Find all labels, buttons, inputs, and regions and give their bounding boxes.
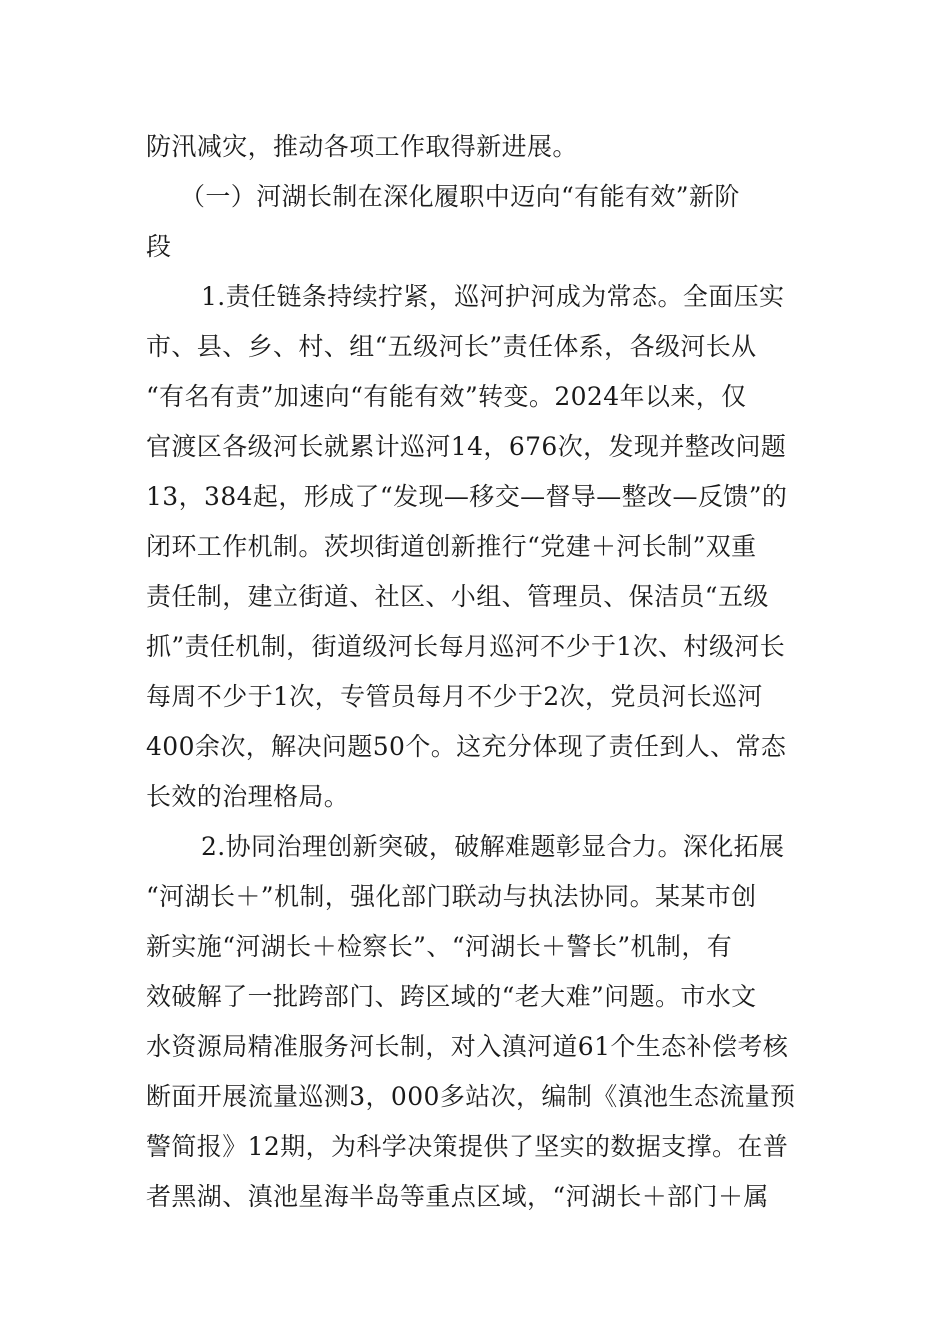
text-line: “有名有责”加速向“有能有效”转变。2024年以来，仅 — [146, 382, 747, 411]
text-line: 新实施“河湖长＋检察长”、“河湖长＋警长”机制，有 — [146, 932, 733, 961]
text-line: 防汛减灾，推动各项工作取得新进展。 — [146, 132, 578, 161]
section-heading-continued: 段 — [146, 232, 172, 261]
text-line: 官渡区各级河长就累计巡河14，676次，发现并整改问题 — [146, 432, 787, 461]
paragraph-2-start: 2.协同治理创新突破，破解难题彰显合力。深化拓展 — [201, 832, 785, 861]
text-line: 13，384起，形成了“发现—移交—督导—整改—反馈”的 — [146, 482, 788, 511]
text-line: 责任制，建立街道、社区、小组、管理员、保洁员“五级 — [146, 582, 769, 611]
text-line: 抓”责任机制，街道级河长每月巡河不少于1次、村级河长 — [146, 632, 786, 661]
text-line: “河湖长＋”机制，强化部门联动与执法协同。某某市创 — [146, 882, 757, 911]
text-line: 闭环工作机制。茨坝街道创新推行“党建＋河长制”双重 — [146, 532, 757, 561]
text-line: 400余次，解决问题50个。这充分体现了责任到人、常态 — [146, 732, 787, 761]
text-line: 长效的治理格局。 — [146, 782, 350, 811]
text-line: 效破解了一批跨部门、跨区域的“老大难”问题。市水文 — [146, 982, 757, 1011]
paragraph-1-start: 1.责任链条持续拧紧，巡河护河成为常态。全面压实 — [201, 282, 785, 311]
text-line: 水资源局精准服务河长制，对入滇河道61个生态补偿考核 — [146, 1032, 789, 1061]
text-line: 每周不少于1次，专管员每月不少于2次，党员河长巡河 — [146, 682, 763, 711]
document-body — [146, 122, 806, 1222]
text-line: 者黑湖、滇池星海半岛等重点区域，“河湖长＋部门＋属 — [146, 1182, 769, 1211]
text-line: 警简报》12期，为科学决策提供了坚实的数据支撑。在普 — [146, 1132, 789, 1161]
text-line: 市、县、乡、村、组“五级河长”责任体系，各级河长从 — [146, 332, 757, 361]
section-heading: （一）河湖长制在深化履职中迈向“有能有效”新阶 — [180, 182, 740, 211]
text-line: 断面开展流量巡测3，000多站次，编制《滇池生态流量预 — [146, 1082, 796, 1111]
